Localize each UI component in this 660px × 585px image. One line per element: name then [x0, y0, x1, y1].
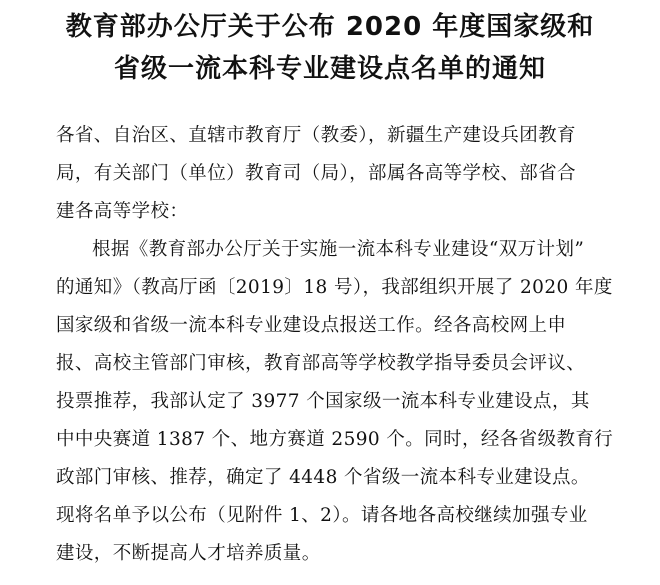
body-line-7: 政部门审核、推荐，确定了 4448 个省级一流本科专业建设点。: [56, 467, 590, 488]
recipients-line-3: 建各高等学校：: [56, 201, 189, 222]
recipients-line-2: 局，有关部门（单位）教育司（局），部属各高等学校、部省合: [56, 163, 576, 184]
body-line-6: 中中央赛道 1387 个、地方赛道 2590 个。同时，经各省级教育行: [56, 429, 614, 450]
body-line-5: 投票推荐，我部认定了 3977 个国家级一流本科专业建设点，其: [56, 391, 590, 412]
body-line-8: 现将名单予以公布（见附件 1、2）。请各地各高校继续加强专业: [56, 505, 588, 526]
body-line-2: 的通知》（教高厅函〔2019〕18 号），我部组织开展了 2020 年度: [56, 277, 613, 298]
body-line-4: 报、高校主管部门审核，教育部高等学校教学指导委员会评议、: [56, 353, 586, 374]
body-line-3: 国家级和省级一流本科专业建设点报送工作。经各高校网上申: [56, 315, 567, 336]
document-title-line-2: 省级一流本科专业建设点名单的通知: [113, 54, 546, 84]
recipients-line-1: 各省、自治区、直辖市教育厅（教委），新疆生产建设兵团教育: [56, 125, 576, 146]
body-line-9: 建设，不断提高人才培养质量。: [56, 543, 321, 564]
document-title-line-1: 教育部办公厅关于公布 2020 年度国家级和: [65, 12, 595, 42]
body-line-1: 根据《教育部办公厅关于实施一流本科专业建设“双万计划”: [92, 239, 585, 260]
